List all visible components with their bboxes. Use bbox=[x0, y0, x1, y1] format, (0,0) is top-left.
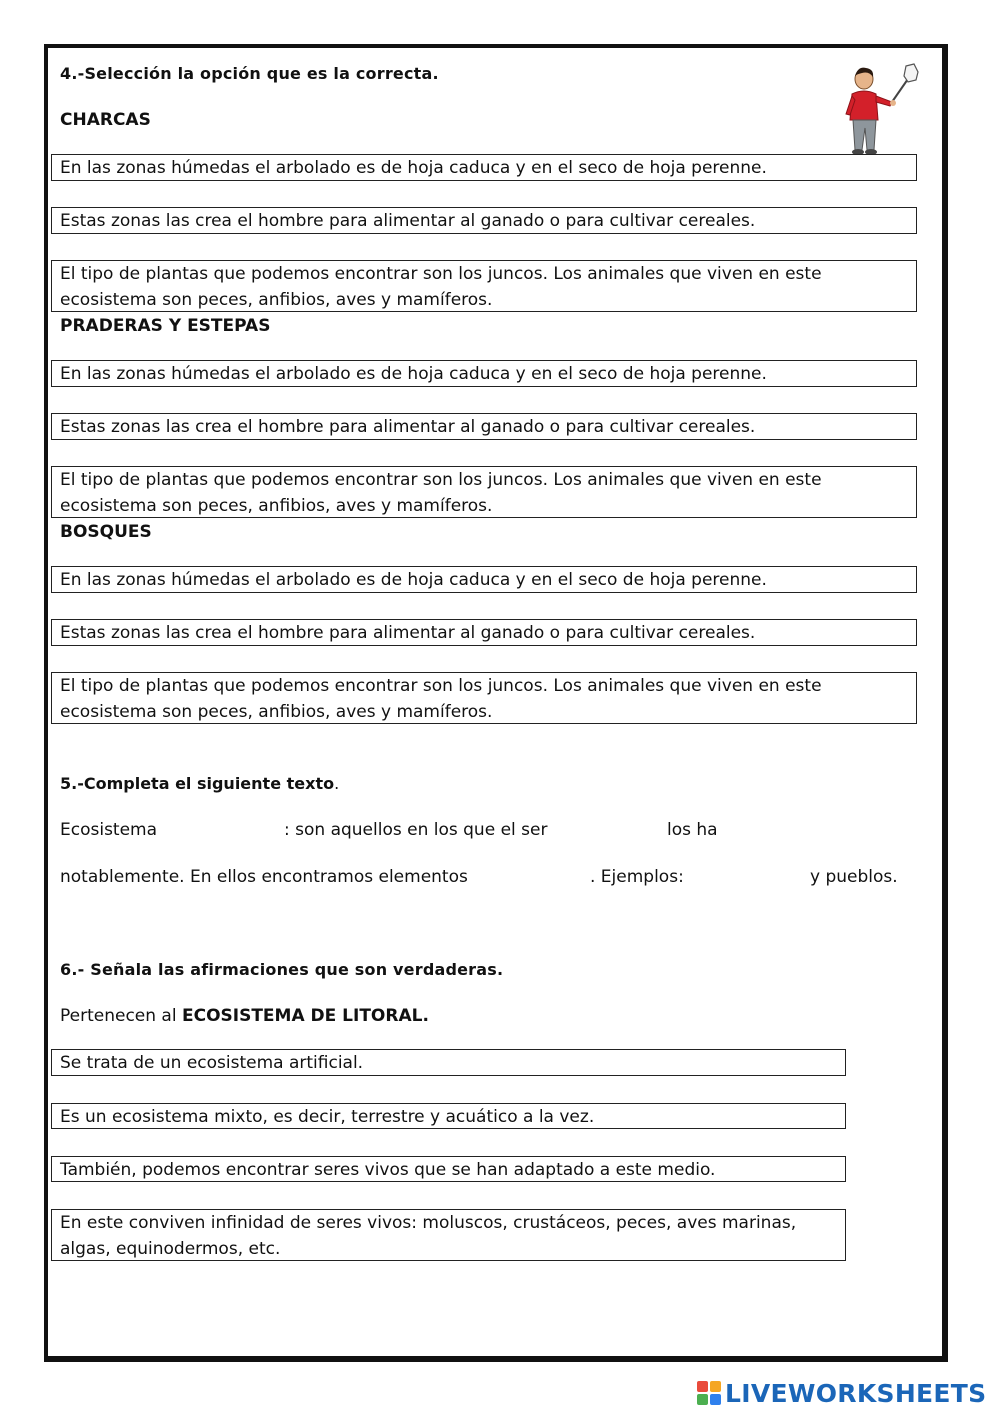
logo-text: LIVEWORKSHEETS bbox=[725, 1378, 987, 1408]
q4-praderas-option-3[interactable]: El tipo de plantas que podemos encontrar son los juncos. Los animales que viven en este ecosistema son peces, anfibios, aves y mamíferos. bbox=[51, 466, 917, 518]
q6-option-1[interactable]: Se trata de un ecosistema artificial. bbox=[51, 1049, 846, 1076]
q4-bosques-option-3[interactable]: El tipo de plantas que podemos encontrar son los juncos. Los animales que viven en este ecosistema son peces, anfibios, aves y mamíferos. bbox=[51, 672, 917, 724]
q4-title: 4.-Selección la opción que es la correcta. bbox=[60, 64, 439, 83]
q5-blank-2[interactable] bbox=[545, 816, 663, 842]
section-heading-praderas: PRADERAS Y ESTEPAS bbox=[60, 316, 271, 336]
section-heading-charcas: CHARCAS bbox=[60, 110, 151, 130]
q5-title-row bbox=[60, 774, 339, 793]
q5-line2-part-c: y pueblos. bbox=[810, 867, 898, 887]
q4-bosques-option-1[interactable]: En las zonas húmedas el arbolado es de hoja caduca y en el seco de hoja perenne. bbox=[51, 566, 917, 593]
logo-square-2 bbox=[710, 1381, 721, 1392]
q5-title: 5.-Completa el siguiente texto bbox=[60, 774, 335, 793]
q6-title: 6.- Señala las afirmaciones que son verdaderas. bbox=[60, 960, 504, 979]
logo-square-3 bbox=[697, 1394, 708, 1405]
logo-squares-icon bbox=[697, 1381, 721, 1405]
q5-blank-4[interactable] bbox=[465, 863, 587, 889]
q6-option-3[interactable]: También, podemos encontrar seres vivos que se han adaptado a este medio. bbox=[51, 1156, 846, 1182]
q4-charcas-option-3[interactable]: El tipo de plantas que podemos encontrar son los juncos. Los animales que viven en este ecosistema son peces, anfibios, aves y mamíferos. bbox=[51, 260, 917, 312]
q4-bosques-option-2[interactable]: Estas zonas las crea el hombre para alimentar al ganado o para cultivar cereales. bbox=[51, 619, 917, 646]
q6-intro-ecosystem: ECOSISTEMA DE LITORAL. bbox=[181, 1006, 429, 1026]
q4-charcas-option-1[interactable]: En las zonas húmedas el arbolado es de hoja caduca y en el seco de hoja perenne. bbox=[51, 154, 917, 181]
q5-line1-part-a: Ecosistema bbox=[60, 820, 158, 840]
section-heading-bosques: BOSQUES bbox=[60, 522, 152, 542]
teacher-pointing-icon bbox=[836, 62, 922, 158]
q4-charcas-option-2[interactable]: Estas zonas las crea el hombre para alimentar al ganado o para cultivar cereales. bbox=[51, 207, 917, 234]
q6-intro-prefix: Pertenecen al bbox=[60, 1006, 182, 1026]
liveworksheets-logo bbox=[697, 1378, 986, 1408]
q5-title-period: . bbox=[334, 774, 340, 793]
q5-line1-part-b: : son aquellos en los que el ser bbox=[284, 820, 548, 840]
q5-line2-part-a: notablemente. En ellos encontramos elementos bbox=[60, 867, 468, 887]
logo-square-4 bbox=[710, 1394, 721, 1405]
q4-praderas-option-2[interactable]: Estas zonas las crea el hombre para alimentar al ganado o para cultivar cereales. bbox=[51, 413, 917, 440]
q4-praderas-option-1[interactable]: En las zonas húmedas el arbolado es de hoja caduca y en el seco de hoja perenne. bbox=[51, 360, 917, 387]
q5-line2-part-b: . Ejemplos: bbox=[590, 867, 684, 887]
q5-blank-3[interactable] bbox=[725, 816, 905, 842]
q5-line1-part-c: los ha bbox=[667, 820, 718, 840]
q5-blank-5[interactable] bbox=[690, 863, 806, 889]
q6-intro bbox=[60, 1006, 429, 1026]
q6-option-4[interactable]: En este conviven infinidad de seres vivos: moluscos, crustáceos, peces, aves marinas, algas, equinodermos, etc. bbox=[51, 1209, 846, 1261]
q6-option-2[interactable]: Es un ecosistema mixto, es decir, terrestre y acuático a la vez. bbox=[51, 1103, 846, 1129]
logo-square-1 bbox=[697, 1381, 708, 1392]
q5-blank-1[interactable] bbox=[160, 816, 285, 842]
